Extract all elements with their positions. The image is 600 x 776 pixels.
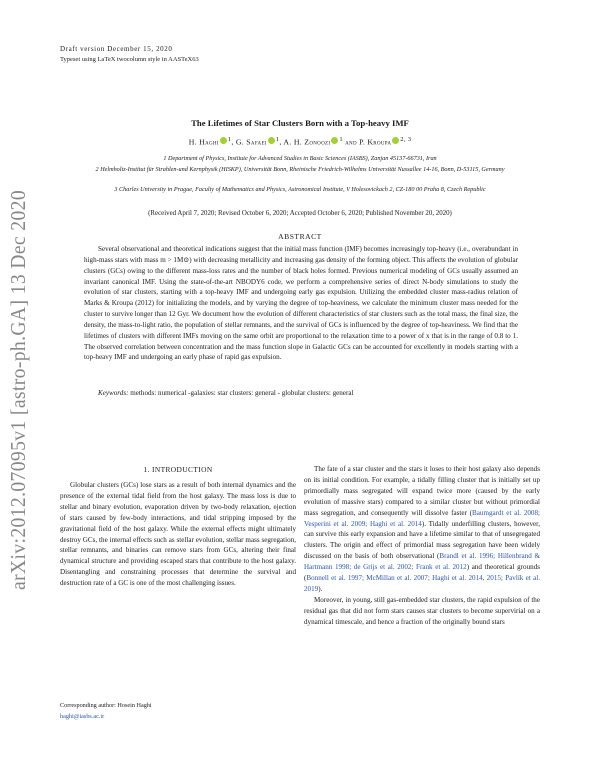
orcid-icon[interactable] [220, 137, 227, 144]
corresponding-author [60, 700, 152, 722]
affiliation-2: 2 Helmholtz-Institut für Strahlen-und Kernphysik (HISKP), Universität Bonn, Rheinische Friedrich-Wilhelms Universität Nussallee 14-16, Bonn, D-53115, Germany [95, 166, 505, 173]
intro-paragraph-2: The fate of a star cluster and the stars it loses to their host galaxy also depends on its initial condition. For example, a tidally filling cluster that is initially set up primordially mass segregated will expand twice more (caused by the early evolution of massive stars) compared to a similar cluster but without primordial mass segregation, and consequently will dissolve faster (Baumgardt et al. 2008; Vesperini et al. 2009; Haghi et al. 2014). Tidally underfilling clusters, however, can survive this early expansion and have a lifetime similar to that of unsegregated clusters. The origin and effect of primordial mass segregation have been widely discussed on the basis of both observational (Brandl et al. 1996; Hillenbrand & Hartmann 1998; de Grijs et al. 2002; Frank et al. 2012) and theoretical grounds (Bonnell et al. 1997; McMillan et al. 2007; Haghi et al. 2014, 2015; Pavlík et al. 2019). [304, 465, 541, 593]
corresponding-author-label: Corresponding author: Hosein Haghi [60, 702, 152, 709]
keywords-text: methods: numerical -galaxies: star clusters: general - globular clusters: general [130, 389, 354, 397]
arxiv-stamp [4, 190, 32, 590]
citation-link[interactable]: Brandl et al. 1996; Hillenbrand & Hartmann 1998; de Grijs et al. 2002; Frank et al. 2012 [304, 552, 540, 572]
author-name: H. Haghi [188, 137, 219, 147]
author-name: G. Safaei [235, 137, 267, 147]
abstract-text: Several observational and theoretical indications suggest that the initial mass function (IMF) becomes increasingly top-heavy (i.e., overabundant in high-mass stars with mass m > 1M⊙) with decreasing metallicity and increasing gas density of the forming object. This affects the evolution of globular clusters (GCs) owing to the different mass-loss rates and the number of black holes formed. Previous numerical modeling of GCs usually assumed an invariant canonical IMF. Using the state-of-the-art NBODY6 code, we perform a comprehensive series of direct N-body simulations to study the evolution of star clusters, starting with a top-heavy IMF and undergoing early gas expulsion. Utilizing the embedded cluster mass-radius relation of Marks & Kroupa (2012) for initializing the models, and by varying the degree of top-heaviness, we calculate the minimum cluster mass needed for the cluster to survive longer than 12 Gyr. We document how the evolution of different characteristics of star clusters such as the total mass, the final size, the density, the mass-to-light ratio, the population of stellar remnants, and the survival of GCs is influenced by the degree of top-heaviness. We find that the lifetimes of clusters with different IMFs moving on the same orbit are proportional to the relaxation time to a power of x that is in the range of 0.8 to 1. The observed correlation between concentration and the mass function slope in Galactic GCs can be accounted for excellently in models starting with a top-heavy IMF and undergoing an early phase of rapid gas expulsion. [84, 245, 518, 362]
keywords [84, 388, 518, 398]
author-mark: 1 [339, 136, 343, 143]
abstract-heading: ABSTRACT [278, 232, 322, 241]
section-heading-introduction: 1. INTRODUCTION [143, 465, 213, 474]
orcid-icon[interactable] [268, 137, 275, 144]
left-column [60, 480, 296, 589]
citation-link[interactable]: Bonnell et al. 1997; McMillan et al. 2007; Haghi et al. 2014, 2015; Pavlík et al. 2019 [304, 574, 540, 593]
citation-link[interactable]: Baumgardt et al. 2008; Vesperini et al. 2009; Haghi et al. 2014 [304, 508, 540, 528]
typeset-note: Typeset using LaTeX twocolumn style in AASTeX63 [60, 56, 199, 63]
author-list: H. Haghi $^1$, G. Safaei $^1$, A. H. Zonoozi $^1$ and P. Kroupa $^{2, 3}$ [188, 136, 412, 147]
right-column [304, 464, 540, 628]
affiliation-3: 3 Charles University in Prague, Faculty of Mathematics and Physics, Astronomical Institute, V Holesovickach 2, CZ-180 00 Praha 8, Czech Republic [114, 186, 486, 193]
orcid-icon[interactable] [331, 137, 338, 144]
author-mark: 1 [275, 136, 280, 143]
keywords-label: Keywords: [98, 389, 129, 397]
author-mark: 2, 3 [400, 136, 412, 143]
author-name: A. H. Zonoozi [283, 137, 331, 147]
author-name: and P. Kroupa [345, 137, 392, 147]
intro-paragraph-3: Moreover, in young, still gas-embedded star clusters, the rapid expulsion of the residual gas that did not form stars causes star clusters to become supervirial on a dynamical timescale, and hence a fraction of the originally bound stars [304, 595, 540, 626]
affiliation-1: 1 Department of Physics, Institute for Advanced Studies in Basic Sciences (IASBS), Zanjan 45137-66731, Iran [163, 155, 437, 162]
arxiv-stamp-text: arXiv:2012.07095v1 [astro-ph.GA] 13 Dec 2020 [6, 190, 30, 590]
draft-version: Draft version December 15, 2020 [60, 45, 173, 53]
intro-paragraph: Globular clusters (GCs) lose stars as a result of both internal dynamics and the presence of the external tidal field from the host galaxy. The mass loss is due to stellar and binary evolution, evaporation driven by two-body relaxation, ejection of stars caused by few-body interactions, and tidal stripping imposed by the gravitational field of the host galaxy. While the external effects might ultimately destroy GCs, the internal effects such as stellar evolution, stellar mass segregation, stellar remnants, and binaries can remove stars from GCs, altering their final dynamical structure and providing escaped stars that contribute to the host galaxy. Disentangling and constraining processes that determine the survival and destruction rate of a GC is one of the most challenging issues. [60, 481, 296, 588]
orcid-icon[interactable] [392, 137, 399, 144]
paper-title: The Lifetimes of Star Clusters Born with a Top-heavy IMF [191, 118, 409, 128]
publication-dates: (Received April 7, 2020; Revised October 6, 2020; Accepted October 6, 2020; Published November 20, 2020) [148, 210, 452, 217]
author-email-link[interactable]: haghi@iasbs.ac.ir [60, 713, 105, 720]
author-mark: 1 [227, 136, 232, 143]
